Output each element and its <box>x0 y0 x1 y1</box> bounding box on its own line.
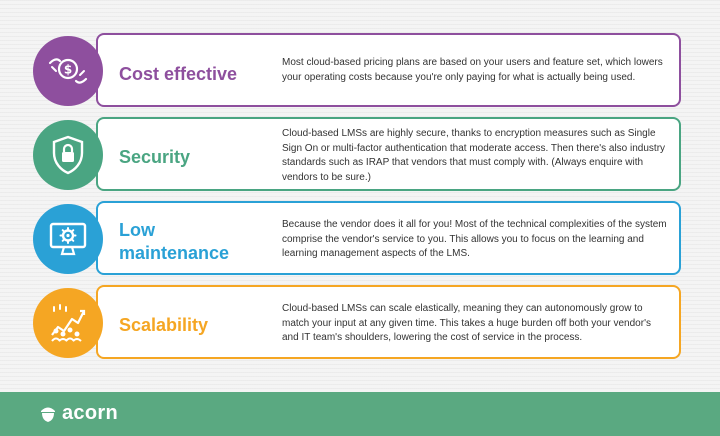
svg-text:$: $ <box>63 62 73 77</box>
brand-logo[interactable] <box>40 402 118 425</box>
feature-title: Security <box>119 147 191 167</box>
people-growth-icon <box>33 288 103 358</box>
feature-description: Cloud-based LMSs can scale elastically, meaning they can autonomously grow to match your input at any given time. This takes a huge burden off both your vendor's and IT team's shoulders, lowering the cost of service in the process. <box>282 303 651 343</box>
feature-row-scalability <box>0 285 720 363</box>
hand-dollar-icon <box>33 36 103 106</box>
feature-title-line1: Low <box>119 220 155 240</box>
footer-bar <box>0 392 720 436</box>
shield-lock-icon <box>33 120 103 190</box>
feature-row-security <box>0 117 720 195</box>
monitor-gear-icon <box>33 204 103 274</box>
feature-description: Most cloud-based pricing plans are based on your users and feature set, which lowers your operating costs because you're only paying for what is actually being used. <box>282 57 663 83</box>
feature-row-cost <box>0 33 720 111</box>
feature-title-line2: maintenance <box>119 243 230 263</box>
feature-title: Scalability <box>119 315 209 335</box>
acorn-logo-icon <box>40 405 56 423</box>
feature-title: Cost effective <box>119 64 238 84</box>
brand-name: acorn <box>62 402 118 424</box>
feature-description: Because the vendor does it all for you! Most of the technical complexities of the system comprise the vendor's service to you. This allows you to focus on the learning and learning management aspects of the LMS. <box>282 219 667 259</box>
feature-row-maintenance <box>0 201 720 279</box>
feature-description: Cloud-based LMSs are highly secure, thanks to encryption measures such as Single Sign On or multi-factor authentication that moderate access. Then there's also industry standards such as IRAP that vendors that must comply with. (Always enquire with vendors to be sure.) <box>282 128 666 183</box>
